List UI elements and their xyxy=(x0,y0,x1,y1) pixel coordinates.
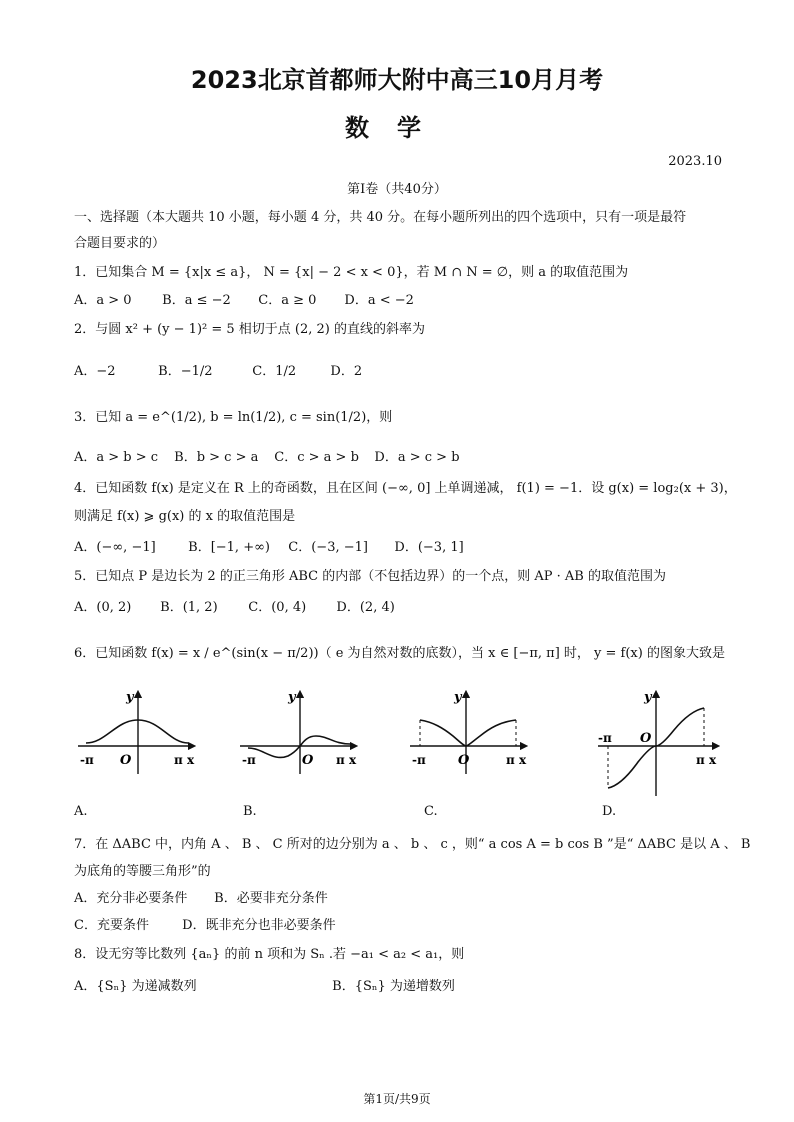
question-8-options xyxy=(74,975,455,994)
origin-label: O xyxy=(120,753,132,768)
question-7-options-row-2 xyxy=(74,914,336,933)
question-3-stem: 3．已知 a = e^(1/2), b = ln(1/2), c = sin(1/2)，则 xyxy=(74,410,393,425)
option-d: D．既非充分也非必要条件 xyxy=(182,918,336,933)
question-8-stem: 8．设无穷等比数列 {aₙ} 的前 n 项和为 Sₙ .若 −a₁ < a₂ < a₁，则 xyxy=(74,947,465,962)
question-7-stem: 7．在 ΔABC 中，内角 A 、 B 、 C 所对的边分别为 a 、 b 、 c ，则“ a cos A = b cos B ”是“ ΔABC 是以 A 、 B xyxy=(74,837,751,852)
option-a: A．a > 0 xyxy=(74,293,132,308)
question-2-stem: 2．与圆 x² + (y − 1)² = 5 相切于点 (2, 2) 的直线的斜率为 xyxy=(74,322,426,337)
option-b: B．a ≤ −2 xyxy=(162,293,231,308)
option-c: C．1/2 xyxy=(252,364,297,379)
question-7-options-row-1 xyxy=(74,887,328,906)
question-5-options xyxy=(74,596,395,615)
instructions-line-2: 合题目要求的） xyxy=(74,236,166,251)
question-3-options xyxy=(74,446,460,465)
question-4-options xyxy=(74,536,464,555)
graph-d xyxy=(596,688,720,800)
option-b: B．b > c > a xyxy=(174,450,259,465)
pi-x-label: π x xyxy=(696,753,717,767)
pi-x-label: π x xyxy=(506,753,527,767)
option-b: B．(1, 2) xyxy=(160,600,218,615)
neg-pi-label: -π xyxy=(598,731,612,745)
option-d: D．a < −2 xyxy=(344,293,414,308)
y-label: y xyxy=(644,690,652,705)
question-4-stem: 4．已知函数 f(x) 是定义在 R 上的奇函数，且在区间 (−∞, 0] 上单调递减， f(1) = −1．设 g(x) = log₂(x + 3)， xyxy=(74,481,737,496)
graph-b-label: B. xyxy=(243,804,257,819)
option-d: D．(2, 4) xyxy=(336,600,395,615)
option-a: A．a > b > c xyxy=(74,450,159,465)
question-7-stem-2: 为底角的等腰三角形”的 xyxy=(74,864,211,879)
question-1-options xyxy=(74,289,414,308)
option-a: A．{Sₙ} 为递减数列 xyxy=(74,979,197,994)
page-footer: 第1页/共9页 xyxy=(363,1092,431,1106)
instructions-line-1: 一、选择题（本大题共 10 小题，每小题 4 分，共 40 分。在每小题所列出的四个选项中，只有一项是最符 xyxy=(74,210,687,225)
option-a: A．充分非必要条件 xyxy=(74,891,188,906)
option-a: A．−2 xyxy=(74,364,116,379)
neg-pi-label: -π xyxy=(412,753,426,767)
neg-pi-label: -π xyxy=(242,753,256,767)
option-d: D．(−3, 1] xyxy=(394,540,464,555)
graph-c xyxy=(408,688,528,778)
option-c: C．(0, 4) xyxy=(248,600,307,615)
option-a: A．(−∞, −1] xyxy=(74,540,156,555)
option-c: C．a ≥ 0 xyxy=(258,293,317,308)
question-1-stem: 1．已知集合 M = {x|x ≤ a}， N = {x| − 2 < x < 0}，若 M ∩ N = ∅，则 a 的取值范围为 xyxy=(74,265,629,280)
origin-label: O xyxy=(458,753,470,768)
y-label: y xyxy=(288,690,296,705)
graph-d-label: D. xyxy=(602,804,617,819)
graph-c-label: C. xyxy=(424,804,438,819)
question-6-stem: 6．已知函数 f(x) = x / e^(sin(x − π/2))（ e 为自然对数的底数），当 x ∈ [−π, π] 时， y = f(x) 的图象大致是 xyxy=(74,646,725,661)
y-label: y xyxy=(454,690,462,705)
question-4-stem-2: 则满足 f(x) ⩾ g(x) 的 x 的取值范围是 xyxy=(74,509,296,524)
option-b: B．必要非充分条件 xyxy=(214,891,328,906)
option-b: B．[−1, +∞) xyxy=(188,540,270,555)
origin-label: O xyxy=(302,753,314,768)
subject-title: 数学 xyxy=(345,114,449,142)
option-b: B．{Sₙ} 为递增数列 xyxy=(332,979,455,994)
option-a: A．(0, 2) xyxy=(74,600,132,615)
question-2-options xyxy=(74,360,362,379)
option-d: D．a > c > b xyxy=(374,450,460,465)
question-5-stem: 5．已知点 P 是边长为 2 的正三角形 ABC 的内部（不包括边界）的一个点，则 AP · AB 的取值范围为 xyxy=(74,569,666,584)
option-c: C．(−3, −1] xyxy=(288,540,368,555)
option-b: B．−1/2 xyxy=(158,364,213,379)
exam-date: 2023.10 xyxy=(668,154,722,169)
origin-label: O xyxy=(640,731,652,746)
y-label: y xyxy=(126,690,134,705)
option-c: C．c > a > b xyxy=(274,450,359,465)
section-heading: 第I卷（共40分） xyxy=(347,182,447,197)
option-d: D．2 xyxy=(330,364,363,379)
neg-pi-label: -π xyxy=(80,753,94,767)
pi-x-label: π x xyxy=(174,753,195,767)
option-c: C．充要条件 xyxy=(74,918,149,933)
exam-title: 2023北京首都师大附中高三10月月考 xyxy=(190,66,604,94)
graph-a xyxy=(76,688,196,778)
pi-x-label: π x xyxy=(336,753,357,767)
graph-a-label: A. xyxy=(74,804,88,819)
graph-b xyxy=(238,688,358,778)
